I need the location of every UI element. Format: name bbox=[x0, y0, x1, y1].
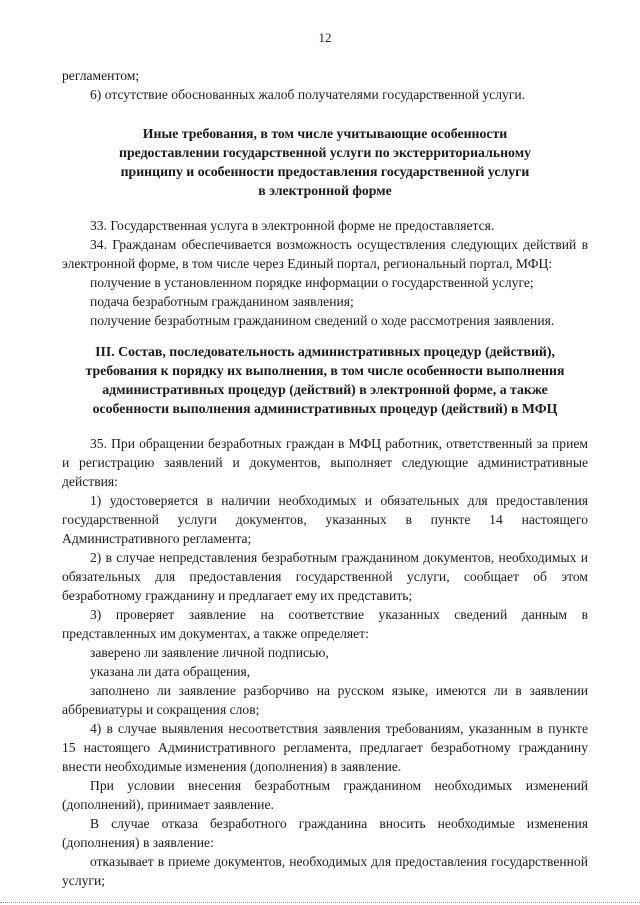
list-item: подача безработным гражданином заявления; bbox=[90, 294, 354, 309]
document-body bbox=[62, 66, 588, 890]
list-item: 2) в случае непредставления безработным гражданином документов, необходимых и обязательных для предоставления государственной услуги, сообщает об этом безработному гражданину и предлагает ему их представить; bbox=[62, 550, 588, 603]
heading-line: административных процедур (действий) в электронной форме, а также bbox=[102, 382, 548, 397]
heading-line: в электронной форме bbox=[258, 183, 392, 198]
list-item: заверено ли заявление личной подписью, bbox=[90, 645, 329, 660]
list-item: 3) проверяет заявление на соответствие указанных сведений данным в представленных им документах, а также определяет: bbox=[62, 607, 588, 641]
list-item: указана ли дата обращения, bbox=[90, 664, 251, 679]
list-item: получение безработным гражданином сведений о ходе рассмотрения заявления. bbox=[90, 313, 555, 328]
paragraph: 6) отсутствие обоснованных жалоб получателями государственной услуги. bbox=[90, 87, 526, 102]
heading-line: требования к порядку их выполнения, в том числе особенности выполнения bbox=[85, 363, 565, 378]
heading-line: предоставлении государственной услуги по экстерриториальному bbox=[119, 145, 531, 160]
paragraph: При условии внесения безработным гражданином необходимых изменений (дополнений), принимает заявление. bbox=[62, 778, 588, 812]
paragraph: 33. Государственная услуга в электронной форме не предоставляется. bbox=[90, 218, 495, 233]
paragraph: В случае отказа безработного гражданина вносить необходимые изменения (дополнения) в заявление: bbox=[62, 816, 588, 850]
paragraph: 34. Гражданам обеспечивается возможность осуществления следующих действий в электронной форме, в том числе через Единый портал, региональный портал, МФЦ: bbox=[62, 237, 588, 271]
heading-line: принципу и особенности предоставления государственной услуги bbox=[120, 164, 530, 179]
page-number: 12 bbox=[318, 30, 332, 45]
list-item: 4) в случае выявления несоответствия заявления требованиям, указанным в пункте 15 настоящего Административного регламента, предлагает безработному гражданину внести необходимые изменения (дополнения) в заявление. bbox=[62, 721, 588, 774]
section-heading-other-requirements bbox=[62, 124, 588, 200]
list-item: отказывает в приеме документов, необходимых для предоставления государственной услуги; bbox=[62, 854, 588, 888]
list-item: 1) удостоверяется в наличии необходимых и обязательных для предоставления государственной услуги документов, указанных в пункте 14 настоящего Административного регламента; bbox=[62, 493, 588, 546]
heading-line: особенности выполнения административных процедур (действий) в МФЦ bbox=[92, 401, 558, 416]
heading-line: III. Состав, последовательность административных процедур (действий), bbox=[95, 344, 555, 359]
list-item: заполнено ли заявление разборчиво на русском языке, имеются ли в заявлении аббревиатуры и сокращения слов; bbox=[62, 683, 588, 717]
heading-line: Иные требования, в том числе учитывающие особенности bbox=[142, 126, 508, 141]
paragraph: 35. При обращении безработных граждан в МФЦ работник, ответственный за прием и регистрацию заявлений и документов, выполняет следующие административные действия: bbox=[62, 436, 588, 489]
section-heading-iii bbox=[62, 342, 588, 418]
paragraph: регламентом; bbox=[62, 68, 140, 83]
page-bottom-edge bbox=[0, 902, 640, 903]
list-item: получение в установленном порядке информации о государственной услуге; bbox=[90, 275, 534, 290]
